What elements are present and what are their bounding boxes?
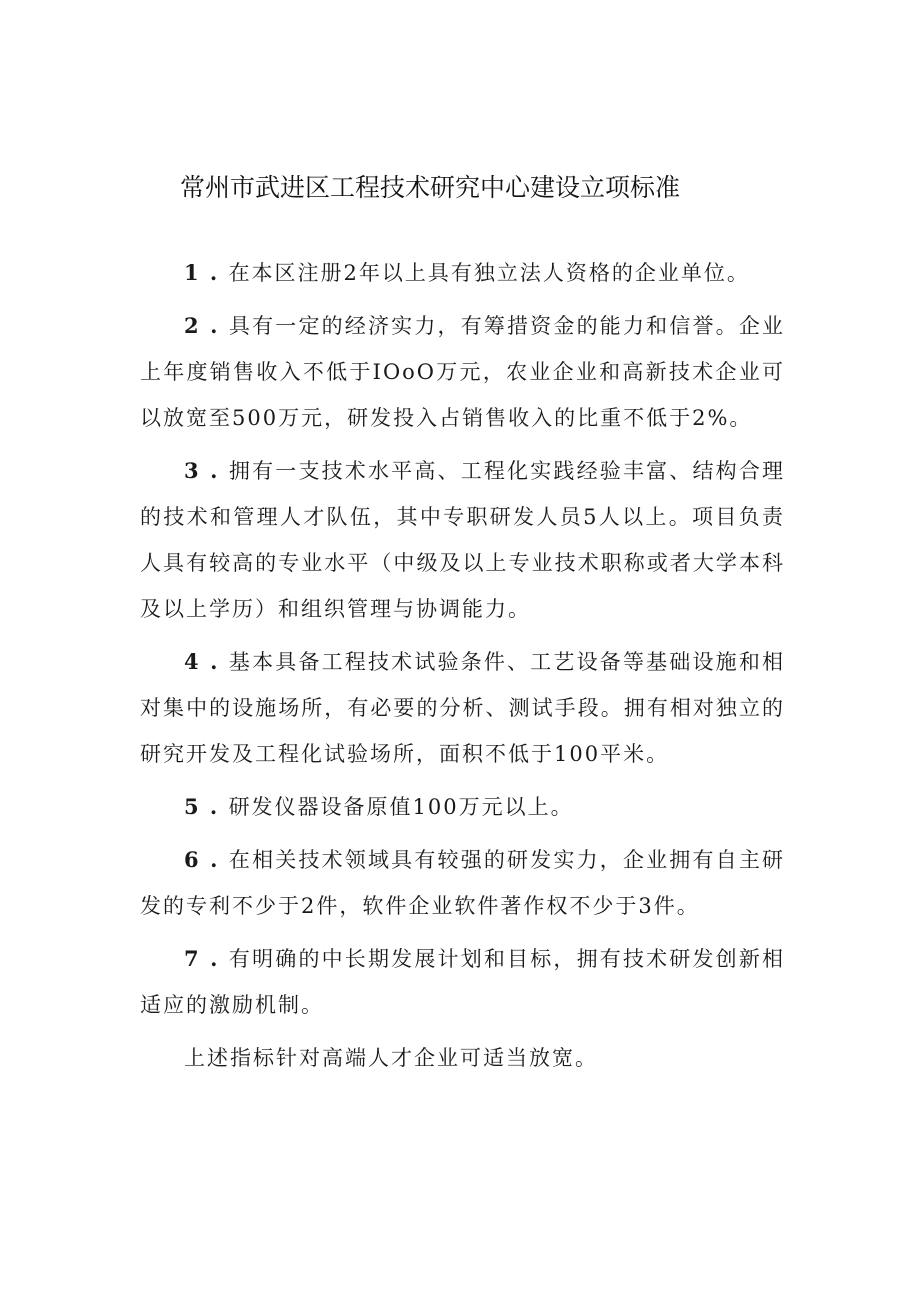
item-number: 1	[184, 260, 201, 285]
item-number: 5	[184, 794, 201, 819]
closing-note: 上述指标针对高端人才企业可适当放宽。	[184, 1046, 598, 1070]
item-number: 3	[184, 458, 201, 483]
item-number: 6	[184, 847, 201, 872]
criterion-item-6	[140, 837, 785, 929]
item-separator: .	[200, 946, 229, 971]
item-text: 具有一定的经济实力，有筹措资金的能力和信誉。企业上年度销售收入不低于IOoO万元，农业企业和高新技术企业可以放宽至500万元，研发投入占销售收入的比重不低于2%。	[140, 314, 786, 430]
item-text: 拥有一支技术水平高、工程化实践经验丰富、结构合理的技术和管理人才队伍，其中专职研发人员5人以上。项目负责人具有较高的专业水平（中级及以上专业技术职称或者大学本科及以上学历）和组织管理与协调能力。	[140, 459, 786, 621]
criterion-item-5	[140, 784, 785, 830]
document-title: 常州市武进区工程技术研究中心建设立项标准	[180, 173, 681, 202]
criterion-item-1	[140, 250, 785, 296]
item-text: 在相关技术领域具有较强的研发实力，企业拥有自主研发的专利不少于2件，软件企业软件著作权不少于3件。	[140, 848, 786, 918]
item-separator: .	[200, 649, 229, 674]
item-text: 在本区注册2年以上具有独立法人资格的企业单位。	[228, 261, 750, 285]
criterion-item-2	[140, 303, 785, 441]
item-number: 7	[184, 946, 201, 971]
criterion-item-3	[140, 448, 785, 632]
item-separator: .	[200, 313, 229, 338]
item-separator: .	[200, 260, 229, 285]
item-text: 有明确的中长期发展计划和目标，拥有技术研发创新相适应的激励机制。	[140, 947, 786, 1017]
item-separator: .	[200, 458, 229, 483]
item-text: 基本具备工程技术试验条件、工艺设备等基础设施和相对集中的设施场所，有必要的分析、测试手段。拥有相对独立的研究开发及工程化试验场所，面积不低于100平米。	[140, 650, 786, 766]
item-number: 4	[184, 649, 201, 674]
criterion-item-7	[140, 936, 785, 1028]
item-separator: .	[200, 847, 229, 872]
criterion-item-4	[140, 639, 785, 777]
item-number: 2	[184, 313, 201, 338]
document-body	[140, 250, 785, 1081]
item-text: 研发仪器设备原值100万元以上。	[228, 795, 574, 819]
item-separator: .	[200, 794, 229, 819]
